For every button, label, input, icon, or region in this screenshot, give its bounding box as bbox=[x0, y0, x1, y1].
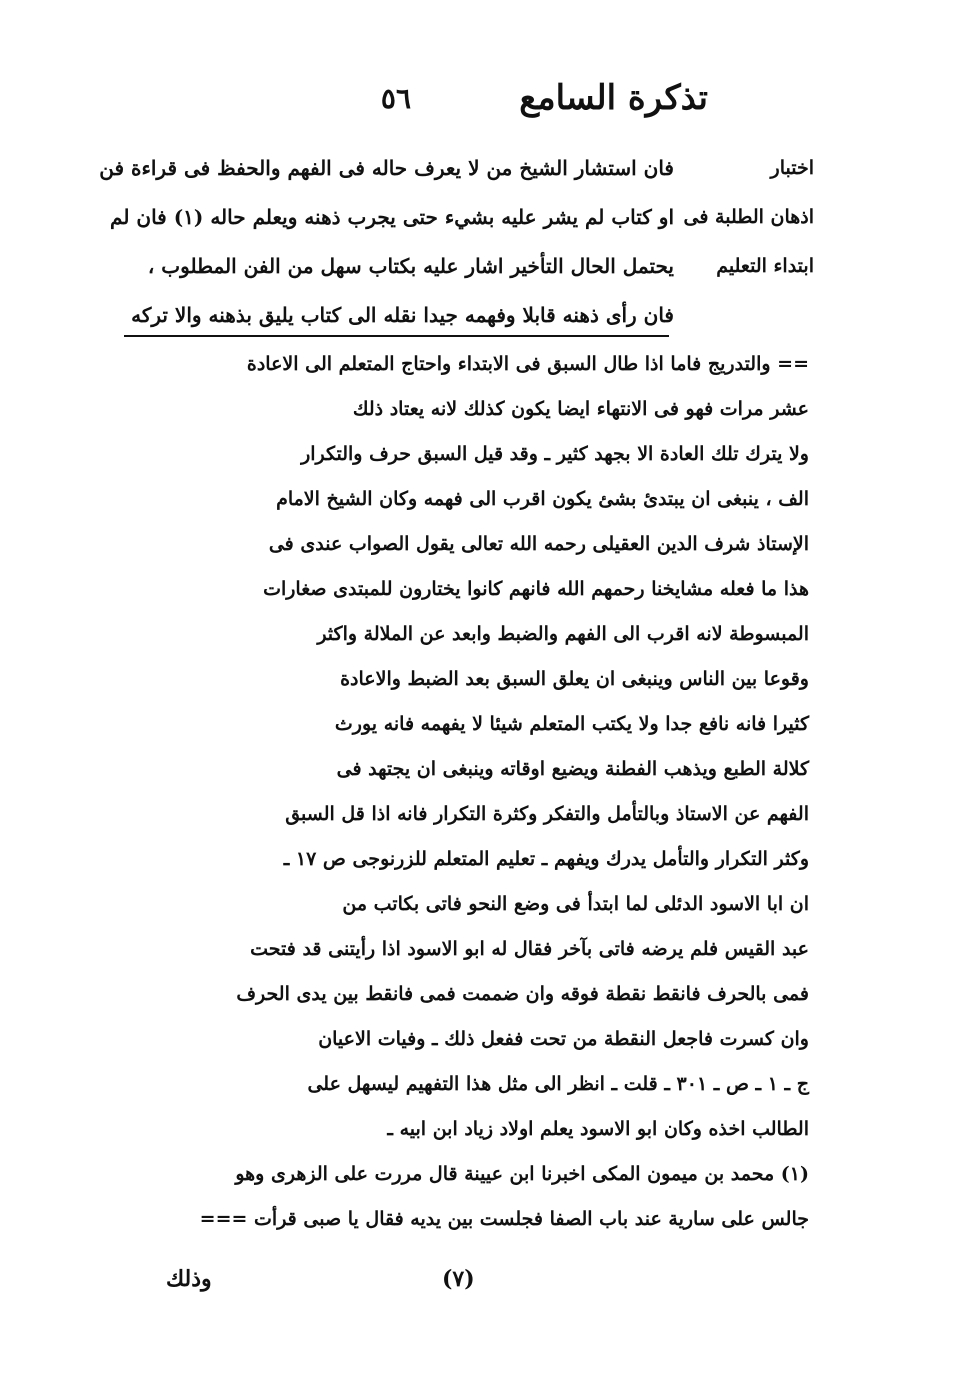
footnote-line: الف ، ينبغى ان يبتدئ بشئ يكون اقرب الى فهمه وكان الشيخ الامام bbox=[276, 488, 809, 510]
page-number: ٥٦ bbox=[380, 82, 411, 115]
footnote-line: وقوعا بين الناس وينبغى ان يعلق السبق بعد الضبط والاعادة bbox=[340, 668, 809, 690]
main-text-line: فان استشار الشيخ من لا يعرف حاله فى الفهم والحفظ فى قراءة فن bbox=[99, 156, 674, 180]
footnote-line: الإستاذ شرف الدين العقيلى رحمه الله تعالى يقول الصواب عندى فى bbox=[268, 533, 809, 555]
running-title: تذكرة السامع bbox=[519, 78, 708, 118]
footnote-line: وان كسرت فاجعل النقطة من تحت ففعل ذلك ـ وفيات الاعيان bbox=[318, 1028, 809, 1050]
footnote-line: عشر مرات فهو فى الانتهاء ايضا يكون كذلك لانه يعتاد ذلك bbox=[352, 398, 809, 420]
footnote-line: ج ـ ١ ـ ص ـ ٣٠١ ـ قلت ـ انظر الى مثل هذا التفهيم ليسهل على bbox=[307, 1073, 809, 1095]
footnote-line: عبد القيس فلم يرضه فاتى بآخر فقال له ابو الاسود اذا رأيتنى قد فتحت bbox=[250, 938, 809, 960]
footnote-line: (١) محمد بن ميمون المكى اخبرنا ابن عيينة قال مررت على الزهرى وهو bbox=[235, 1163, 809, 1185]
main-text-line: فان رأى ذهنه قابلا وفهمه جيدا نقله الى كتاب يليق بذهنه والا تركه bbox=[131, 303, 674, 327]
main-text-line: او كتاب لم يشر عليه بشيء حتى يجرب ذهنه ويعلم حاله (١) فان لم bbox=[110, 205, 674, 229]
footnote-line: ان ابا الاسود الدئلى لما ابتدأ فى وضع النحو فاتى بكاتب من bbox=[342, 893, 809, 915]
margin-note: اختبار bbox=[770, 157, 814, 179]
footnote-separator bbox=[124, 335, 669, 337]
footnote-line: وكثر التكرار والتأمل يدرك ويفهم ـ تعليم المتعلم للزرنوجى ص ١٧ ـ bbox=[283, 848, 809, 870]
margin-notes bbox=[683, 144, 814, 291]
footnote-line: الطالب اخذه وكان ابو الاسود يعلم اولاد زياد ابن ابيه ـ bbox=[387, 1118, 809, 1140]
footnote-line: كثيرا فانه نافع جدا ولا يكتب المتعلم شيئا لا يفهمه فانه يورث bbox=[334, 713, 809, 735]
footnote-line: جالس على سارية عند باب الصفا فجلست بين يديه فقال يا صبى قرأت === bbox=[199, 1208, 809, 1230]
main-text-line: يحتمل الحال التأخير اشار عليه بكتاب سهل من الفن المطلوب ، bbox=[147, 254, 674, 278]
margin-note: ابتداء التعليم bbox=[716, 255, 814, 277]
footnotes-block bbox=[119, 342, 809, 1242]
signature-number: (٧) bbox=[442, 1266, 475, 1292]
footnote-line: كلالة الطبع ويذهب الفطنة ويضيع اوقاته وينبغى ان يجتهد فى bbox=[336, 758, 809, 780]
footnote-line: هذا ما فعله مشايخنا رحمهم الله فانهم كانوا يختارون للمبتدى صغارات bbox=[263, 578, 809, 600]
footnote-line: فمى بالحرف فانقط نقطة فوقه وان ضممت فمى فانقط بين يدى الحرف bbox=[236, 983, 809, 1005]
margin-note: اذهان الطلبة فى bbox=[683, 206, 814, 228]
footnote-line: الفهم عن الاستاذ وبالتأمل والتفكر وكثرة التكرار فانه اذا قل السبق bbox=[285, 803, 809, 825]
catchword: وذلك bbox=[166, 1266, 212, 1292]
footnote-line: == والتدريج فاما اذا طال السبق فى الابتداء واحتاج المتعلم الى الاعادة bbox=[246, 353, 809, 375]
footnote-line: المبسوطة لانه اقرب الى الفهم والضبط وابعد عن الملالة واكثر bbox=[317, 623, 809, 645]
footnote-line: ولا يترك تلك العادة الا بجهد كثير ـ وقد قيل السبق حرف والتكرار bbox=[301, 443, 809, 465]
main-text-block bbox=[99, 144, 674, 340]
